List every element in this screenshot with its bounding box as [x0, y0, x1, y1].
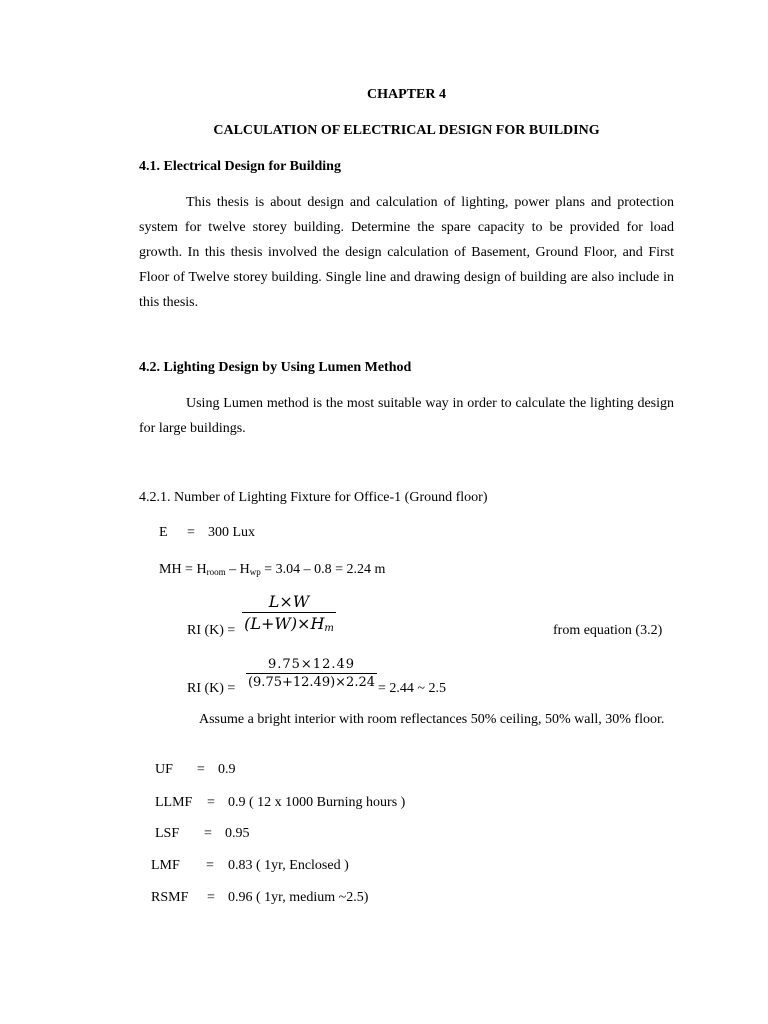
chapter-number: CHAPTER 4	[367, 87, 446, 102]
factor-uf-label: UF	[155, 762, 173, 777]
section-4-2-paragraph	[139, 391, 674, 441]
mh-equation	[159, 562, 385, 578]
ri-fraction	[242, 591, 336, 639]
assume-paragraph	[139, 707, 674, 732]
section-heading-4-2: 4.2. Lighting Design by Using Lumen Method	[139, 360, 412, 375]
factor-uf-value: 0.9	[218, 762, 236, 777]
chapter-title: CALCULATION OF ELECTRICAL DESIGN FOR BUILDING	[213, 123, 600, 138]
factor-rsmf-label: RSMF	[151, 890, 189, 905]
factor-llmf-value: 0.9 ( 12 x 1000 Burning hours )	[228, 795, 406, 810]
factor-llmf-equals: =	[207, 795, 215, 810]
e-label: E	[159, 525, 168, 540]
section-4-2-text: Using Lumen method is the most suitable way in order to calculate the lighting design for large buildings.	[139, 396, 674, 436]
factor-lmf-label: LMF	[151, 858, 180, 873]
factor-lmf-value: 0.83 ( 1yr, Enclosed )	[228, 858, 349, 873]
factor-rsmf-equals: =	[207, 890, 215, 905]
mh-h-room: H	[196, 562, 207, 577]
factor-lmf-equals: =	[206, 858, 214, 873]
section-heading-4-1: 4.1. Electrical Design for Building	[139, 159, 341, 174]
e-equals: =	[187, 525, 195, 540]
factor-rsmf-value: 0.96 ( 1yr, medium ~2.5)	[228, 890, 369, 905]
equation-reference: from equation (3.2)	[553, 623, 663, 638]
ri-numeric-numerator: 9.75×12.49	[267, 657, 356, 672]
section-4-1-paragraph	[139, 190, 674, 315]
factor-lsf-value: 0.95	[225, 826, 250, 841]
mh-result: = 3.04 – 0.8 = 2.24 m	[260, 562, 386, 577]
mh-room-subscript: room	[206, 567, 226, 577]
ri-denominator	[242, 613, 336, 639]
assume-text: Assume a bright interior with room reflectances 50% ceiling, 50% wall, 30% floor.	[199, 712, 665, 727]
ri-label: RI (K) =	[187, 623, 236, 638]
section-heading-4-2-1: 4.2.1. Number of Lighting Fixture for Office-1 (Ground floor)	[139, 490, 488, 505]
ri-m-subscript: m	[324, 623, 334, 634]
ri-numeric-label: RI (K) =	[187, 681, 236, 696]
e-value: 300 Lux	[208, 525, 256, 540]
section-4-1-text: This thesis is about design and calculation of lighting, power plans and protection system for twelve storey building. Determine the spare capacity to be provided for load growth. In this thesis involved the design calculation of Basement, Ground Floor, and First Floor of Twelve storey building. Single line and drawing design of building are also include in this thesis.	[139, 195, 674, 310]
mh-label: MH =	[159, 562, 193, 577]
factor-lsf-label: LSF	[155, 826, 180, 841]
ri-numeric-denominator: (9.75+12.49)×2.24	[247, 675, 376, 690]
factor-uf-equals: =	[197, 762, 205, 777]
mh-h-wp: – H	[225, 562, 250, 577]
ri-numeric-result: = 2.44 ~ 2.5	[378, 681, 446, 696]
ri-numeric-fraction	[246, 656, 377, 691]
factor-llmf-label: LLMF	[155, 795, 193, 810]
mh-wp-subscript: wp	[249, 567, 261, 577]
factor-lsf-equals: =	[204, 826, 212, 841]
ri-denominator-text: (L+W)×H	[244, 614, 325, 633]
ri-numerator: L×W	[268, 592, 310, 611]
